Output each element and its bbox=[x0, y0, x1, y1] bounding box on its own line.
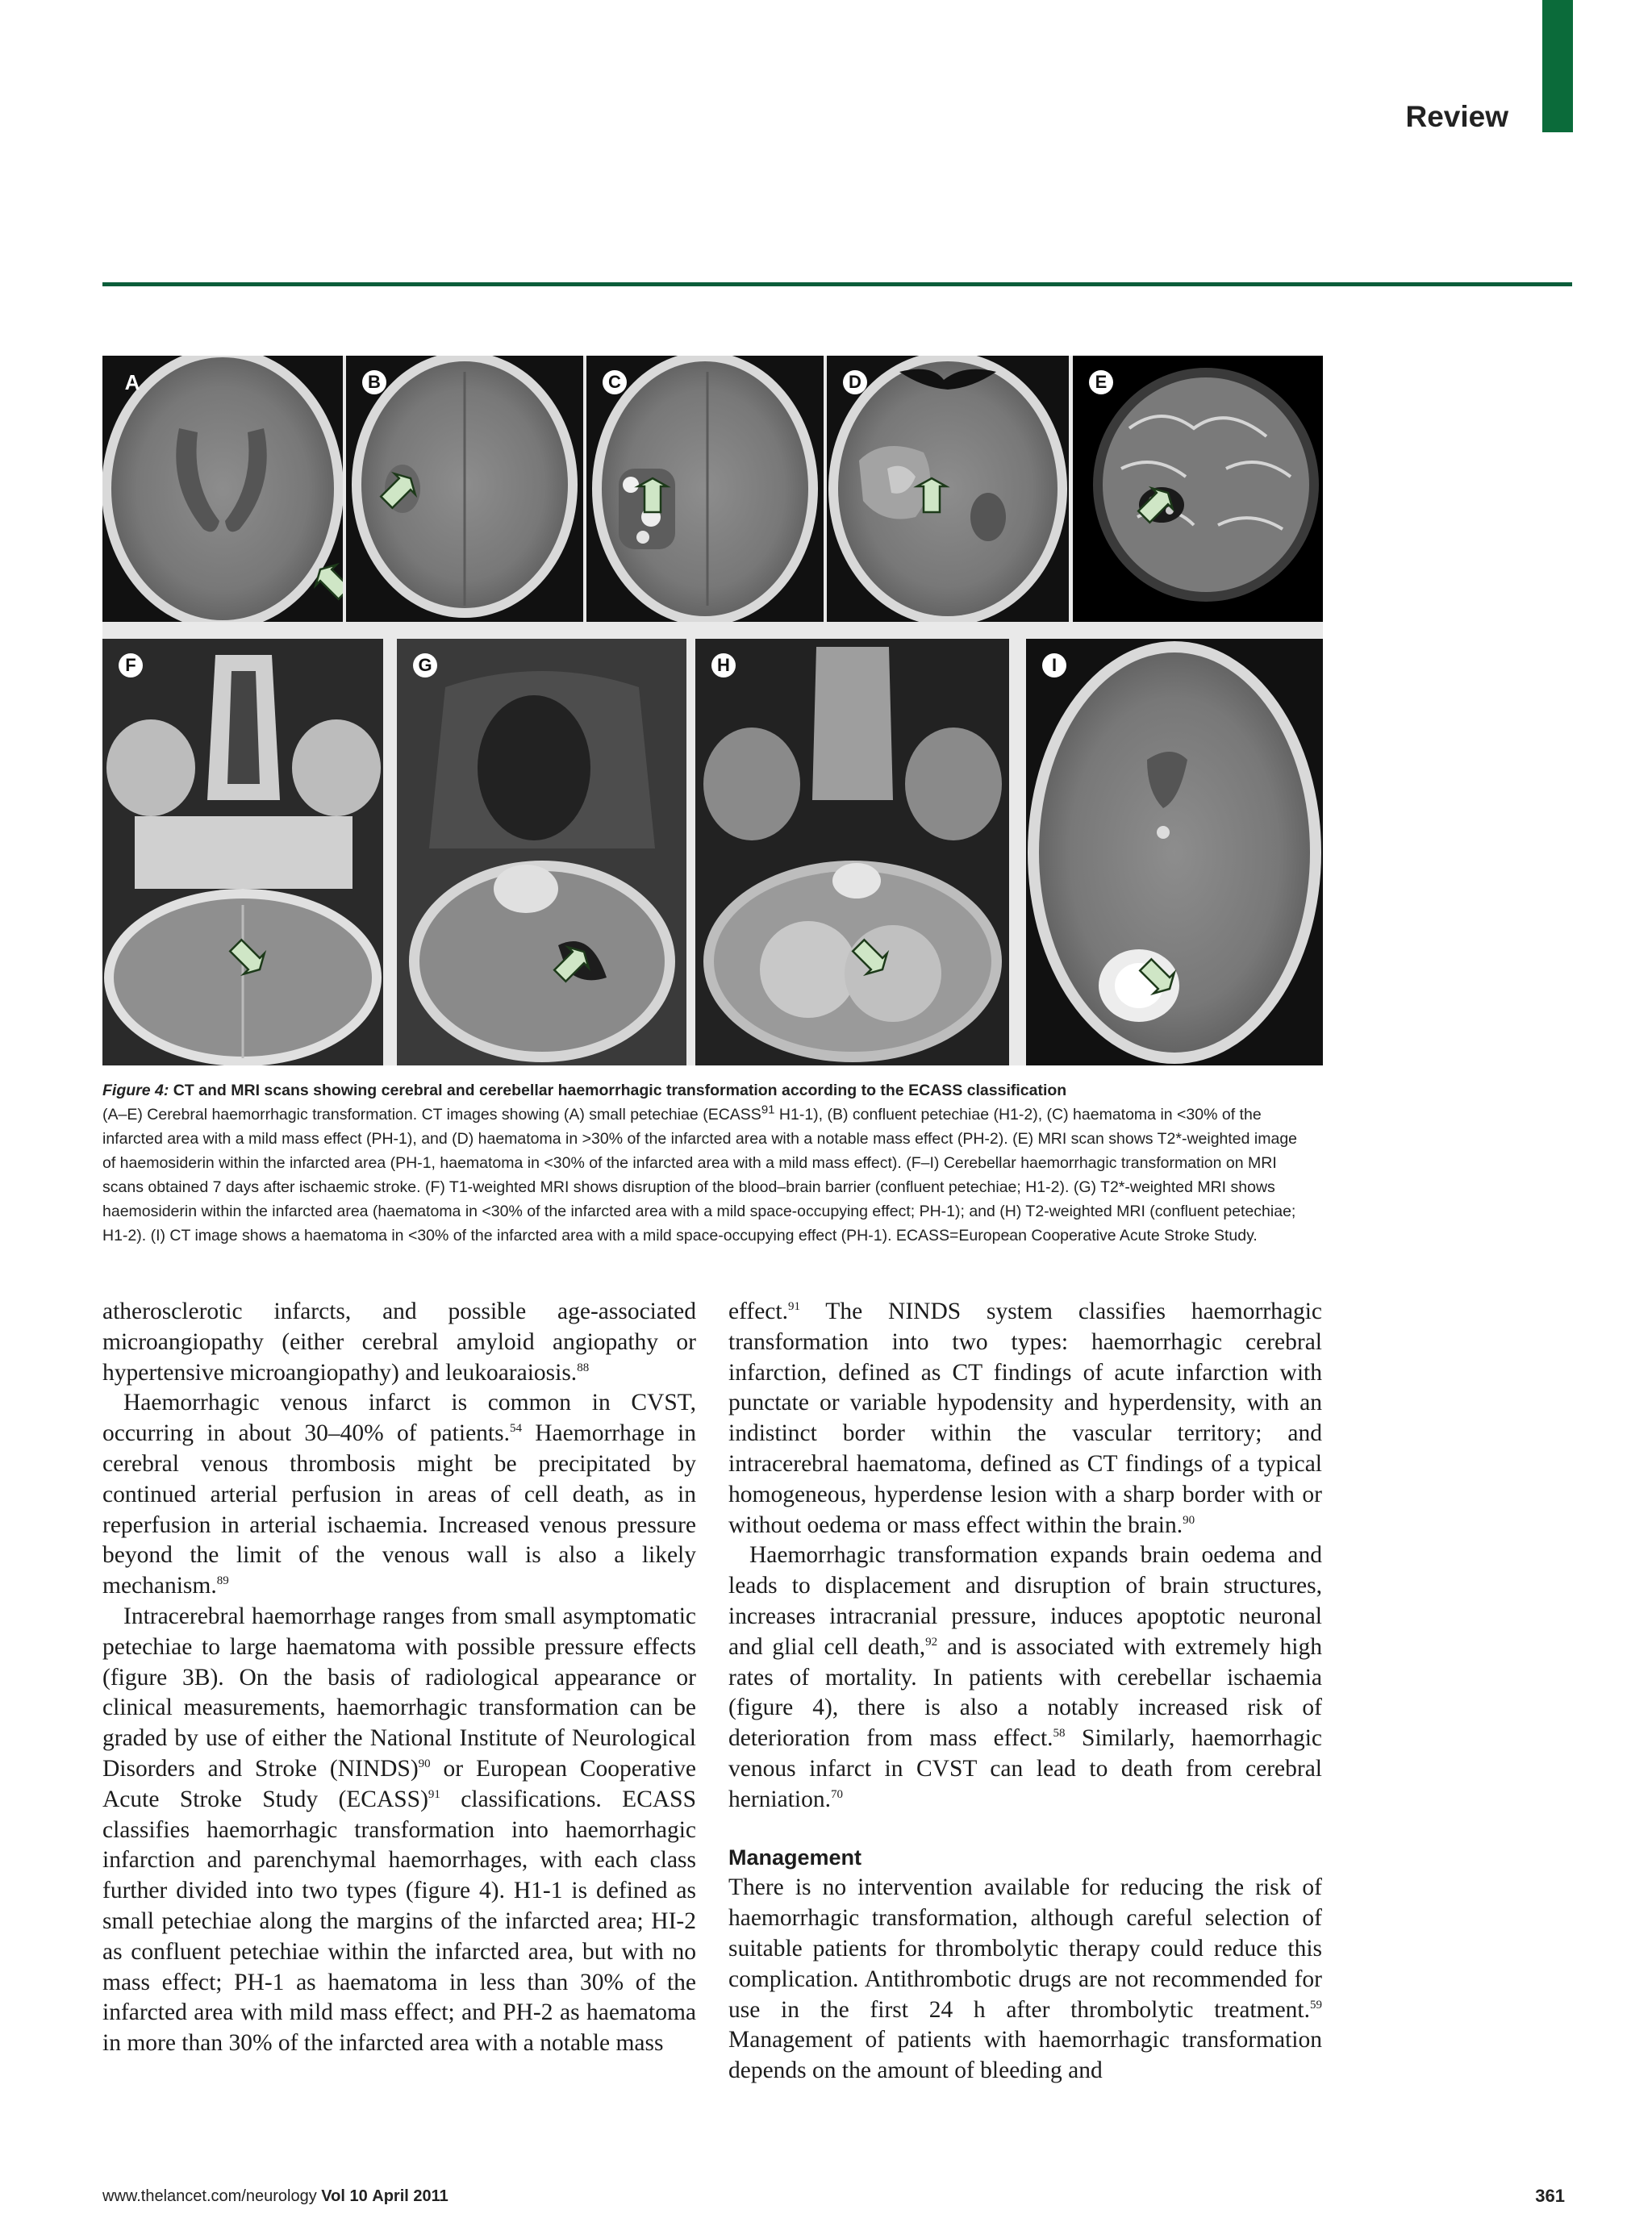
scan-panel-d bbox=[827, 356, 1069, 622]
scan-panel-f bbox=[102, 639, 383, 1065]
citation-ref: 92 bbox=[925, 1635, 938, 1649]
body-column-right bbox=[728, 1297, 1322, 2087]
paragraph: atherosclerotic infarcts, and possible age-associated microangiopathy (either cerebral amyloid angiopathy or hypertensive microangiopathy) and leukoaraiosis.$^{88}$ bbox=[102, 1299, 696, 1386]
header-rule bbox=[102, 282, 1572, 286]
scan-panel-a bbox=[102, 356, 343, 622]
mri-scan-image bbox=[102, 639, 383, 1065]
section-color-tab bbox=[1542, 0, 1573, 132]
panel-letter: C bbox=[603, 370, 627, 394]
citation-ref: 91 bbox=[428, 1787, 440, 1801]
journal-url[interactable]: www.thelancet.com/neurology bbox=[102, 2187, 317, 2205]
section-heading: Management bbox=[728, 1845, 862, 1870]
citation-ref: 90 bbox=[418, 1757, 431, 1771]
footer-journal-info bbox=[102, 2187, 448, 2206]
figure-caption bbox=[102, 1078, 1312, 1248]
citation-ref: 91 bbox=[787, 1300, 800, 1314]
scan-panel-i bbox=[1026, 639, 1323, 1065]
panel-letter: F bbox=[119, 653, 143, 677]
mri-scan-image bbox=[397, 639, 686, 1065]
panel-letter: H bbox=[711, 653, 736, 677]
panel-letter: E bbox=[1089, 370, 1113, 394]
paragraph: Haemorrhagic transformation expands brain oedema and leads to displacement and disruption of brain structures, increases intracranial pressure, induces apoptotic neuronal and glial cell death,$^{92}$ and is associated with extremely high rates of mortality. In patients with cerebellar ischaemia (figure 4), there is also a notably increased risk of deterioration from mass effect.$^{58}$ Similarly, haemorrhagic venous infarct in CVST can lead to death from cerebral herniation.$^{70}$ bbox=[728, 1542, 1322, 1812]
ct-scan-image bbox=[102, 356, 343, 622]
citation-ref: 70 bbox=[830, 1787, 843, 1801]
issue-date: April 2011 bbox=[372, 2187, 448, 2205]
citation-ref: 59 bbox=[1310, 1998, 1322, 2012]
ct-scan-image bbox=[346, 356, 583, 622]
caption-label: Figure 4: bbox=[102, 1082, 169, 1099]
mri-scan-image bbox=[695, 639, 1009, 1065]
scan-panel-c bbox=[586, 356, 824, 622]
volume: Vol 10 bbox=[321, 2187, 368, 2205]
scan-panel-e bbox=[1073, 356, 1323, 622]
mri-scan-image bbox=[1073, 356, 1323, 622]
citation-ref: 58 bbox=[1053, 1727, 1066, 1741]
scan-panel-h bbox=[695, 639, 1009, 1065]
citation-ref: 88 bbox=[577, 1361, 590, 1374]
scan-panel-b bbox=[346, 356, 583, 622]
paragraph: Haemorrhagic venous infarct is common in CVST, occurring in about 30–40% of patients.$^{54}$ Haemorrhage in cerebral venous thrombosis might be precipitated by continued arterial perfusion in areas of cell death, as in reperfusion in arterial ischaemia. Increased venous pressure beyond the limit of the venous wall is also a likely mechanism.$^{89}$ bbox=[102, 1390, 697, 1599]
panel-letter: B bbox=[362, 370, 386, 394]
panel-letter: A bbox=[124, 370, 140, 394]
citation-ref: 91 bbox=[761, 1103, 775, 1117]
citation-ref: 54 bbox=[509, 1422, 522, 1436]
caption-heading bbox=[102, 1078, 1312, 1103]
section-label: Review bbox=[1405, 100, 1508, 133]
caption-body: (A–E) Cerebral haemorrhagic transformation. CT images showing (A) small petechiae (ECASS bbox=[102, 1106, 761, 1124]
caption-body: H1-1), (B) confluent petechiae (H1-2), (C) haematoma in <30% of the infarcted area with a mild mass effect (PH-1), and (D) haematoma in >30% of the infarcted area with a notable mass effect (PH-2). (E) MRI scan shows T2*-weighted image of haemosiderin within the infarcted area (PH-1, haematoma in <30% of the infarcted area with a mild mass effect). (F–I) Cerebellar haemorrhagic transformation on MRI scans obtained 7 days after ischaemic stroke. (F) T1-weighted MRI shows disruption of the blood–brain barrier (confluent petechiae; H1-2). (G) T2*-weighted MRI shows haemosiderin within the infarcted area (haematoma in <30% of the infarcted area with a mild space-occupying effect; PH-1); and (H) T2-weighted MRI (confluent petechiae; H1-2). (I) CT image shows a haematoma in <30% of the infarcted area with a mild space-occupying effect (PH-1). ECASS=European Cooperative Acute Stroke Study. bbox=[102, 1106, 1298, 1244]
citation-ref: 90 bbox=[1183, 1513, 1195, 1527]
panel-letter: D bbox=[843, 370, 867, 394]
citation-ref: 89 bbox=[216, 1574, 229, 1588]
ct-scan-image bbox=[586, 356, 824, 622]
body-column-left bbox=[102, 1297, 696, 2059]
ct-scan-image bbox=[1026, 639, 1323, 1065]
paragraph: effect.$^{91}$ The NINDS system classifies haemorrhagic transformation into two types: haemorrhagic cerebral infarction, defined as CT findings of acute infarction with punctate or variable hypodensity and hyperdensity, with an indistinct border within the vascular territory; and intracerebral haematoma, defined as CT findings of a typical homogeneous, hyperdense lesion with a sharp border with or without oedema or mass effect within the brain.$^{90}$ bbox=[728, 1299, 1322, 1538]
ct-scan-image bbox=[827, 356, 1069, 622]
caption-title: CT and MRI scans showing cerebral and cerebellar haemorrhagic transformation according to the ECASS classification bbox=[173, 1082, 1067, 1099]
paragraph: Intracerebral haemorrhage ranges from small asymptomatic petechiae to large haematoma with possible pressure effects (figure 3B). On the basis of radiological appearance or clinical measurements, haemorrhagic transformation can be graded by use of either the National Institute of Neurological Disorders and Stroke (NINDS)$^{90}$ or European Cooperative Acute Stroke Study (ECASS)$^{91}$ classifications. ECASS classifies haemorrhagic transformation into haemorrhagic infarction and parenchymal haemorrhages, with each class further divided into two types (figure 4). H1-1 is defined as small petechiae along the margins of the infarcted area; HI-2 as confluent petechiae within the infarcted area, but with no mass effect; PH-1 as haematoma in less than 30% of the infarcted area with mild mass effect; and PH-2 as haematoma in more than 30% of the infarcted area with a notable mass bbox=[102, 1603, 697, 2057]
panel-letter: G bbox=[413, 653, 437, 677]
page-number: 361 bbox=[1535, 2186, 1565, 2206]
scan-panel-g bbox=[397, 639, 686, 1065]
figure-4 bbox=[102, 356, 1323, 1065]
paragraph: There is no intervention available for reducing the risk of haemorrhagic transformation, although careful selection of suitable patients for thrombolytic therapy could reduce this complication. Antithrombotic drugs are not recommended for use in the first 24 h after thrombolytic treatment.$^{59}$ Management of patients with haemorrhagic transformation depends on the amount of bleeding and bbox=[728, 1874, 1322, 2084]
panel-letter: I bbox=[1042, 653, 1066, 677]
